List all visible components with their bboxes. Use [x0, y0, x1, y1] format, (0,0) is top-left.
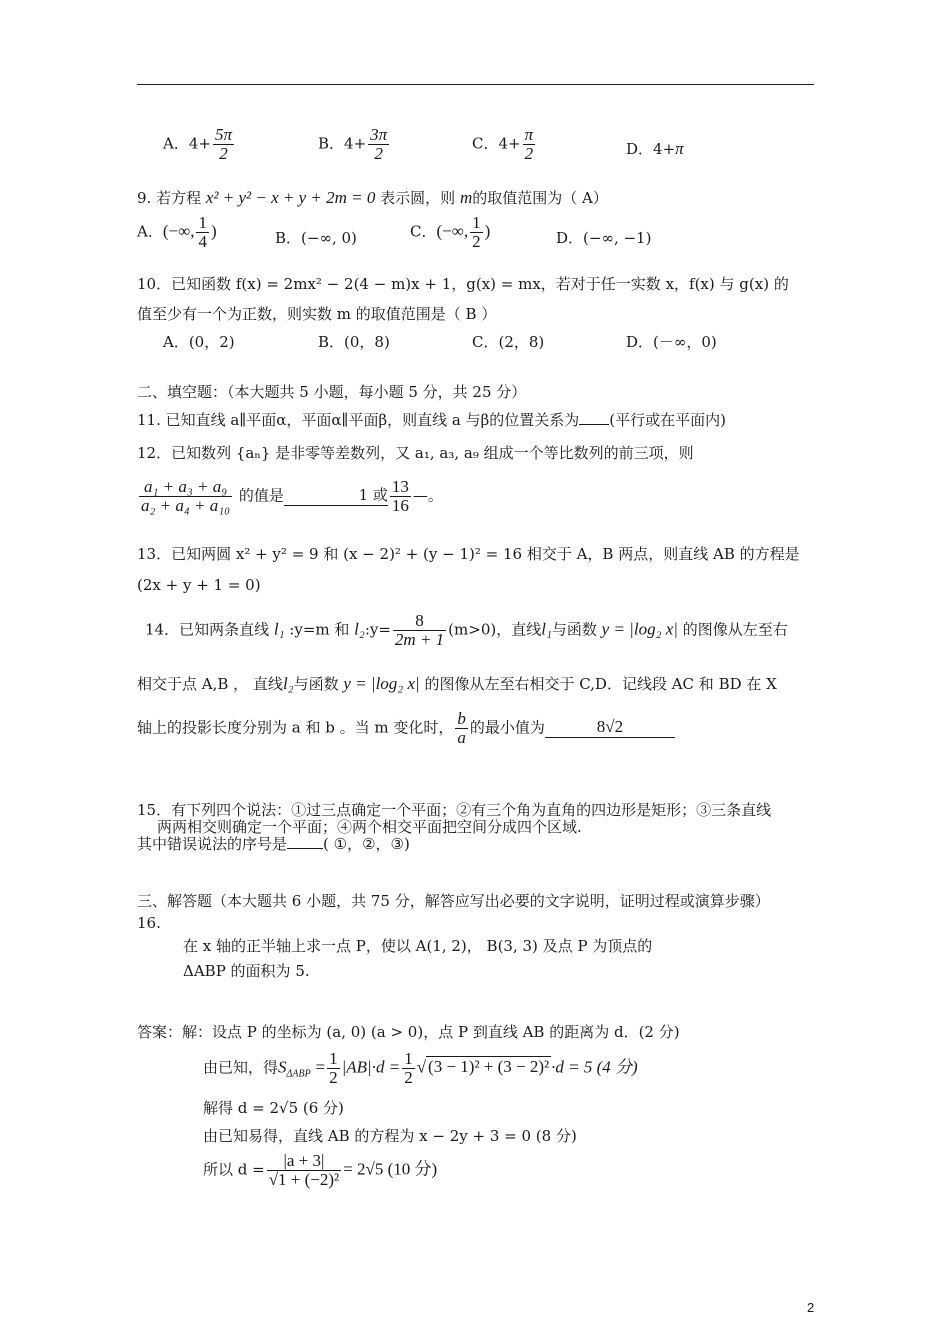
- answer16-half-1-num: 1: [329, 1049, 338, 1068]
- q12-answer-den: 16: [391, 495, 409, 515]
- q9-c-num: 1: [472, 213, 481, 232]
- q8-option-c: [472, 126, 537, 163]
- q12-answer-num: 13: [391, 477, 409, 496]
- answer16-d-frac: [267, 1152, 341, 1189]
- q8-c-den: 2: [524, 143, 534, 163]
- q14-lead: 14．已知两条直线: [145, 620, 270, 639]
- answer16-mid: |AB|·d =: [341, 1057, 401, 1077]
- q9-lead: 9. 若方程: [137, 189, 202, 207]
- q8-b-den: 2: [374, 143, 383, 163]
- q9-mid: 表示圆，则: [380, 189, 456, 207]
- q15-line1: 15．有下列四个说法：①过三点确定一个平面；②有三个角为直角的四边形是矩形；③三条直线: [137, 801, 772, 819]
- q16-line2: ΔABP 的面积为 5.: [183, 962, 310, 980]
- q9-stem: [137, 187, 608, 208]
- q14-line2-a: 相交于点 A,B ， 直线: [137, 675, 283, 693]
- q12-frac-den: a₂ + a₄ + a₁₀: [141, 495, 231, 515]
- answer16-half-2-den: 2: [404, 1067, 413, 1087]
- section3-heading: 三、解答题（本大题共 6 小题，共 75 分，解答应写出必要的文字说明，证明过程或演算步骤）: [137, 892, 770, 910]
- q14-l2-pre: :y=: [364, 620, 391, 639]
- answer16-line1: 答案：解：设点 P 的坐标为 (a, 0) (a > 0)，点 P 到直线 AB 的距离为 d．(2 分): [137, 1023, 680, 1041]
- q13-answer: (2x + y + 1 = 0): [137, 576, 261, 594]
- answer16-line5-end: = 2√5 (10 分): [343, 1159, 438, 1179]
- answer16-half-1-den: 2: [329, 1067, 338, 1087]
- q9-a-pre: (−∞,: [162, 221, 195, 241]
- q14-line2-c: 的图像从左至右相交于 C,D．记线段 AC 和 BD 在 X: [424, 675, 777, 693]
- q9-a-num: 1: [198, 213, 207, 232]
- q9-c-frac: [470, 214, 483, 251]
- q14-frac-num: b: [457, 709, 466, 728]
- q14-line1: [145, 612, 788, 649]
- q8-b-num: 3π: [370, 125, 388, 144]
- q9-option-a: [137, 214, 217, 251]
- q9-a-den: 4: [198, 231, 207, 251]
- q8-a-frac: [213, 126, 234, 163]
- q10-option-a: A．(0，2): [163, 333, 235, 351]
- answer16-radicand: (3 − 1)² + (3 − 2)²: [428, 1057, 550, 1077]
- q9-c-post: ): [484, 221, 491, 241]
- answer16-d-num: |a + 3|: [267, 1152, 341, 1171]
- answer16-line2-end: ·d = 5 (4 分): [551, 1057, 638, 1077]
- answer16-line3: 解得 d = 2√5 (6 分): [203, 1099, 344, 1117]
- q9-option-b: B．(−∞, 0): [275, 229, 357, 247]
- q8-c-num: π: [524, 125, 534, 144]
- q14-l2b: l₂: [282, 674, 294, 693]
- q16-line1: 在 x 轴的正半轴上求一点 P，使以 A(1, 2)， B(3, 3) 及点 P 为顶点的: [183, 937, 653, 955]
- q9-option-d: D．(−∞, −1): [556, 229, 652, 247]
- q14-answer-blank: [545, 717, 675, 738]
- q15-line3-text: 其中错误说法的序号是: [137, 835, 288, 853]
- q12-answer1: 1 或: [358, 486, 388, 505]
- q15-blank: [287, 848, 323, 849]
- q12-end: —。: [412, 486, 443, 505]
- answer16-line2: 由已知，得$S_{\Delta ABP}$ = $\frac{1}{2}$ |AB|·d = $\frac{1}{2}$ √ (3 − 1)² + (3 − 2)² ·d = 5 (4 分): [203, 1049, 638, 1087]
- q15-line2: 两两相交则确定一个平面；④两个相交平面把空间分成四个区域.: [157, 818, 582, 836]
- q14-line2-b: 与函数: [293, 675, 339, 693]
- q11-blank: [579, 424, 609, 425]
- q12-line2: [137, 478, 443, 515]
- q13-line1: 13．已知两圆 x² + y² = 9 和 (x − 2)² + (y − 1)² = 16 相交于 A，B 两点，则直线 AB 的方程是: [137, 545, 800, 563]
- q12-frac-num: a₁ + a₃ + a₉: [139, 478, 232, 497]
- q10-option-b: B．(0，8): [318, 333, 390, 351]
- q16-number: 16.: [137, 914, 161, 932]
- q9-c-pre: (−∞,: [436, 221, 469, 241]
- answer16-half-1: [327, 1050, 340, 1087]
- q9-a-label: A．: [137, 222, 163, 241]
- q12-line1: 12．已知数列 {aₙ} 是非零等差数列，又 a₁, a₃, a₉ 组成一个等比数列的前三项，则: [137, 444, 694, 462]
- q14-line3-b: 的最小值为: [469, 718, 545, 737]
- q14-line2: [137, 673, 777, 694]
- q9-a-frac: [196, 214, 209, 251]
- q14-cond: (m>0)，直线: [448, 620, 542, 639]
- q8-a-label: A．4+: [163, 134, 211, 153]
- q14-l2: l₂: [354, 619, 365, 639]
- q14-l2-den: 2m + 1: [394, 629, 445, 649]
- q12-frac: [139, 478, 232, 515]
- q14-frac-den: a: [457, 727, 466, 747]
- section2-heading: 二、填空题：（本大题共 5 小题，每小题 5 分，共 25 分）: [137, 383, 527, 401]
- page-number: 2: [807, 1300, 815, 1315]
- q8-option-d: [626, 138, 684, 159]
- q12-answer-frac: [390, 478, 411, 515]
- q10-line1: 10．已知函数 f(x) = 2mx² − 2(4 − m)x + 1，g(x) = mx，若对于任一实数 x，f(x) 与 g(x) 的: [137, 275, 789, 293]
- answer16-s: S: [278, 1057, 287, 1077]
- q9-option-c: [410, 214, 490, 251]
- q14-tail1: 的图像从左至右: [682, 620, 788, 639]
- q11-text: 11. 已知直线 a∥平面α，平面α∥平面β，则直线 a 与β的位置关系为: [137, 411, 580, 429]
- q15-answer: ( ①，②，③): [323, 835, 410, 853]
- q14-ba-frac: [455, 710, 468, 747]
- q14-l2-frac: [393, 612, 446, 649]
- answer16-half-2-num: 1: [404, 1049, 413, 1068]
- q14-l1b: l₁: [541, 619, 552, 639]
- q14-l2-num: 8: [393, 612, 446, 631]
- q9-a-post: ): [210, 221, 217, 241]
- q8-c-frac: [523, 126, 536, 163]
- q9-c-den: 2: [472, 231, 481, 251]
- q14-line3: [137, 710, 675, 747]
- q14-func1: y = |log₂ x|: [601, 619, 678, 639]
- q14-func2: y = |log₂ x|: [343, 674, 420, 693]
- answer16-line5: [203, 1152, 437, 1189]
- answer16-line5-a: 所以 d =: [203, 1160, 265, 1179]
- q11-answer: (平行或在平面内): [609, 411, 726, 429]
- q8-option-b: [318, 126, 391, 163]
- q11: [137, 409, 726, 430]
- q9-tail: 的取值范围为（ A）: [472, 189, 608, 207]
- q8-a-den: 2: [219, 143, 228, 163]
- q8-option-a: [163, 126, 236, 163]
- q10-line2: 值至少有一个为正数，则实数 m 的取值范围是（ B ）: [137, 305, 497, 323]
- answer16-eq: =: [315, 1057, 326, 1077]
- answer16-half-2: [402, 1050, 415, 1087]
- q12-mid: 的值是: [238, 486, 284, 505]
- q14-l1-eq: :y=m 和: [289, 620, 350, 639]
- q9-variable: m: [459, 188, 473, 207]
- answer16-line2-a: 由已知，得: [203, 1058, 279, 1077]
- q8-c-label: C．4+: [472, 134, 521, 153]
- q8-b-frac: [368, 126, 389, 163]
- q15-line3: [137, 833, 410, 854]
- q9-equation: x² + y² − x + y + 2m = 0: [205, 188, 376, 207]
- q14-l1: l₁: [273, 619, 285, 639]
- answer16-line4: 由已知易得，直线 AB 的方程为 x − 2y + 3 = 0 (8 分): [203, 1127, 577, 1145]
- answer16-s-sub: ΔABP: [286, 1068, 311, 1080]
- q14-answer: 8√2: [596, 717, 624, 737]
- header-rule: [137, 84, 814, 85]
- q14-mid1: 与函数: [551, 620, 597, 639]
- q8-d-tail: π: [675, 139, 684, 158]
- q14-line3-a: 轴上的投影长度分别为 a 和 b 。当 m 变化时，: [137, 718, 454, 737]
- q9-c-label: C．: [410, 222, 437, 241]
- q8-b-label: B．4+: [318, 134, 367, 153]
- q10-option-d: D．(－∞，0): [626, 333, 717, 351]
- answer16-d-den: √1 + (−2)²: [268, 1169, 340, 1189]
- q10-option-c: C．(2，8): [472, 333, 545, 351]
- q12-answer-blank: [284, 484, 388, 506]
- q8-d-label: D．4+: [626, 140, 676, 158]
- q8-a-num: 5π: [214, 125, 232, 144]
